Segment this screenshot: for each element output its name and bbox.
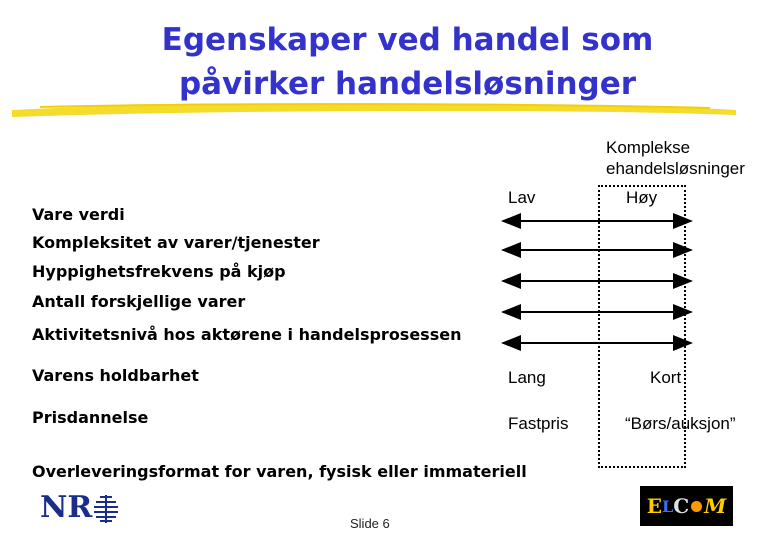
durability-short-label: Kort [650,368,682,387]
elcom-logo-l: L [661,496,674,516]
slide-title-line-1: Egenskaper ved handel som [161,22,654,58]
price-fixed-label: Fastpris [508,414,569,433]
property-label: Antall forskjellige varer [32,292,246,311]
complex-header-line-2: ehandelsløsninger [606,159,745,178]
durability-long-label: Lang [508,368,546,387]
scale-low-label: Lav [508,188,536,207]
elcom-logo [640,486,733,526]
elcom-logo-e: E [646,494,662,518]
property-label: Kompleksitet av varer/tjenester [32,233,320,252]
property-label: Vare verdi [32,205,125,224]
price-auction-label: “Børs/auksjon” [625,414,736,433]
property-label: Prisdannelse [32,408,149,427]
scale-high-label: Høy [626,188,658,207]
property-label: Hyppighetsfrekvens på kjøp [32,262,286,281]
property-label: Varens holdbarhet [32,366,199,385]
property-label: Overleveringsformat for varen, fysisk eller immateriell [32,462,527,481]
nr-logo-globe-icon [94,493,118,523]
elcom-logo-m: M [704,494,727,518]
nr-logo [40,490,118,525]
elcom-logo-dot-icon [691,501,702,512]
property-label: Aktivitetsnivå hos aktørene i handelsprosessen [32,325,462,344]
nr-logo-text: NR [40,490,93,525]
slide-title-line-2: påvirker handelsløsninger [178,66,637,102]
complex-header-line-1: Komplekse [606,138,691,157]
slide-number: Slide 6 [350,516,390,531]
elcom-logo-c: C [673,494,690,518]
